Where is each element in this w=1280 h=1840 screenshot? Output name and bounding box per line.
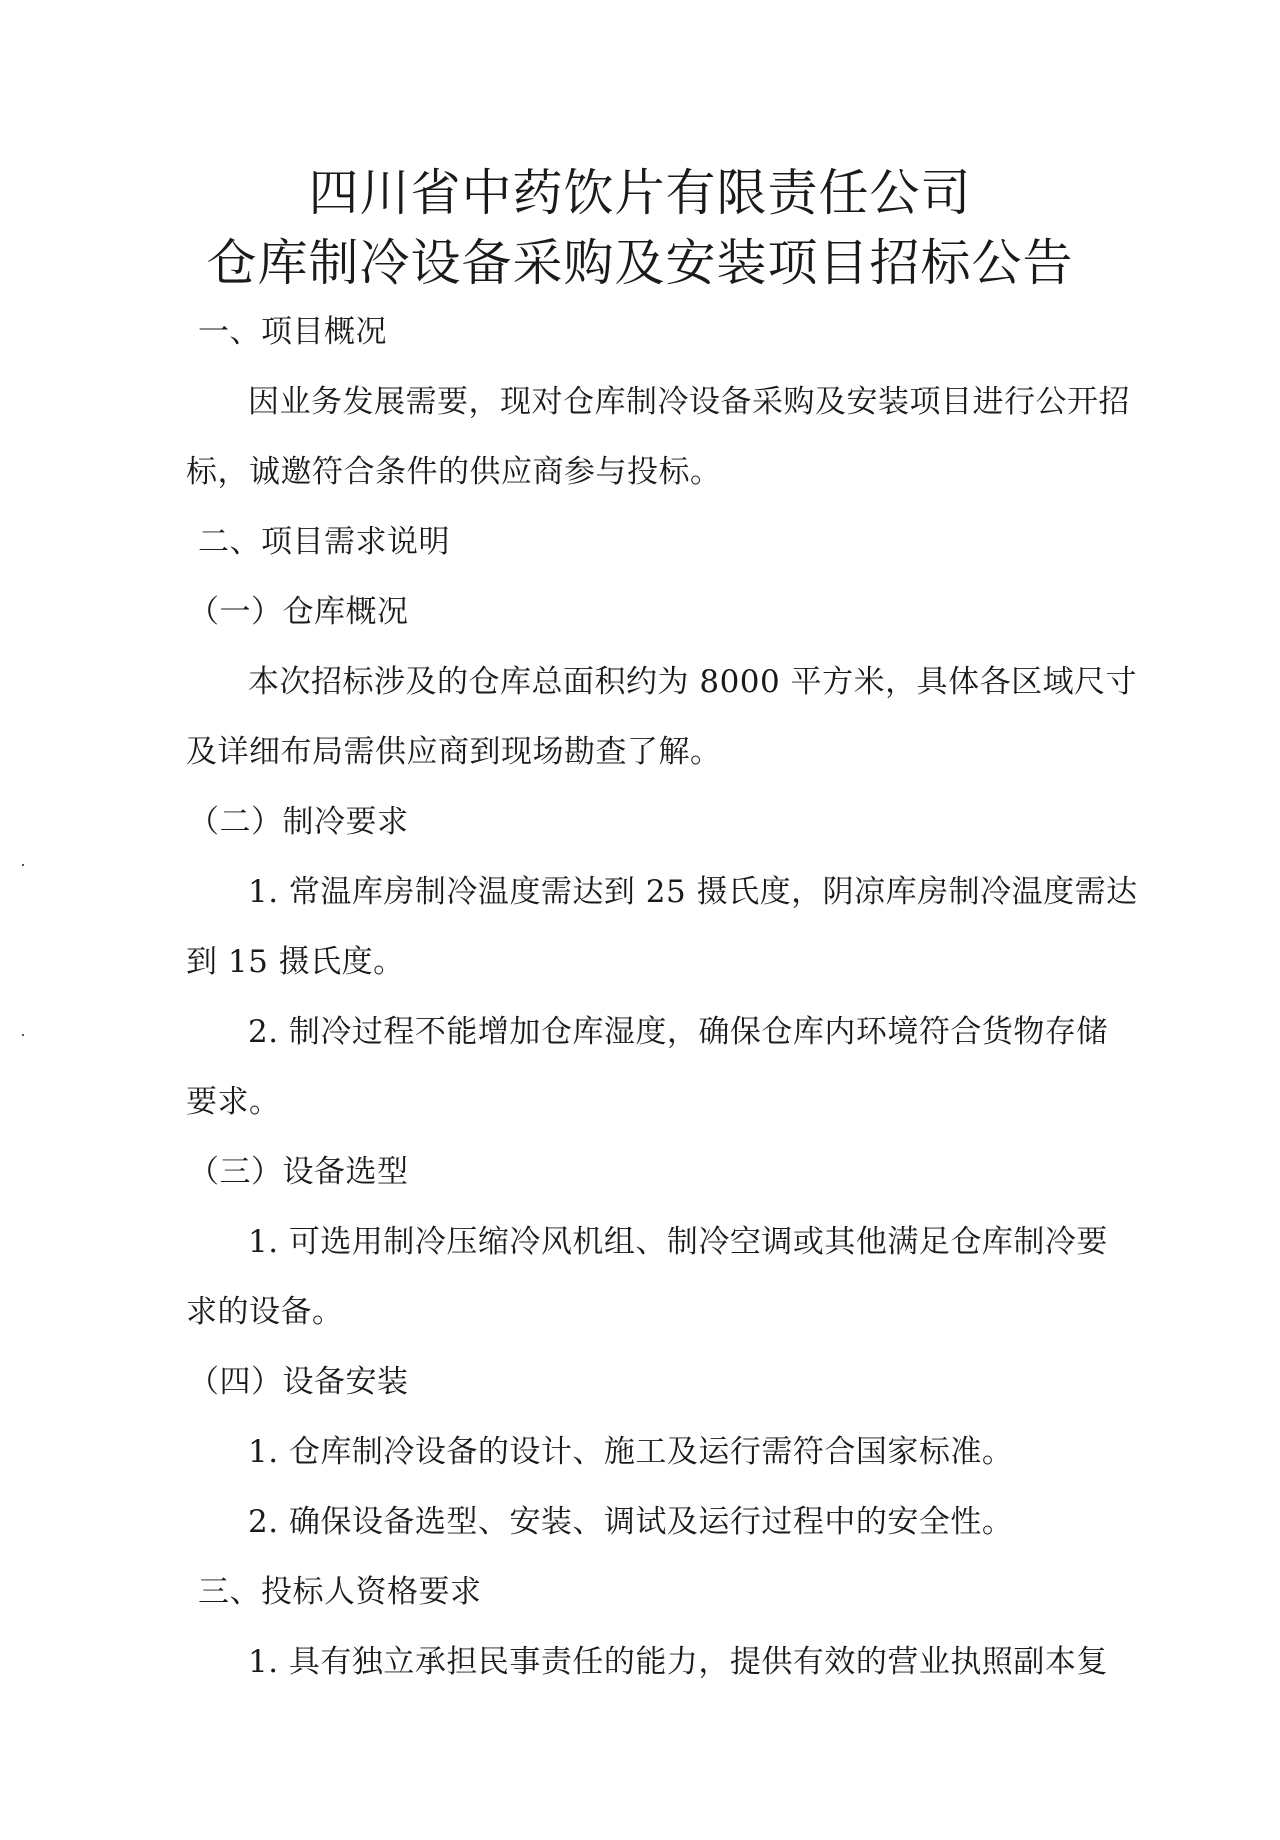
list-item-line: 到 15 摄氏度。 <box>186 944 405 980</box>
subsection-heading: （三）设备选型 <box>188 1154 409 1190</box>
list-item-line: 2. 确保设备选型、安装、调试及运行过程中的安全性。 <box>248 1504 1014 1540</box>
document-title-line1: 四川省中药饮片有限责任公司 <box>308 164 972 222</box>
list-item-line: 1. 仓库制冷设备的设计、施工及运行需符合国家标准。 <box>248 1434 1014 1470</box>
paragraph-line: 本次招标涉及的仓库总面积约为 8000 平方米，具体各区域尺寸 <box>248 664 1138 700</box>
list-item-line: 1. 可选用制冷压缩冷风机组、制冷空调或其他满足仓库制冷要 <box>248 1224 1108 1260</box>
list-item-line: 1. 具有独立承担民事责任的能力，提供有效的营业执照副本复 <box>248 1644 1108 1680</box>
list-item-line: 要求。 <box>186 1084 281 1120</box>
paragraph-line: 及详细布局需供应商到现场勘查了解。 <box>186 734 722 770</box>
list-item-line: 1. 常温库房制冷温度需达到 25 摄氏度，阴凉库房制冷温度需达 <box>248 874 1138 910</box>
subsection-heading: （四）设备安装 <box>188 1364 409 1400</box>
subsection-heading: （二）制冷要求 <box>188 804 409 840</box>
scan-speck <box>22 864 24 866</box>
subsection-heading: （一）仓库概况 <box>188 594 409 630</box>
list-item-line: 2. 制冷过程不能增加仓库湿度，确保仓库内环境符合货物存储 <box>248 1014 1108 1050</box>
section-heading-2: 二、项目需求说明 <box>198 524 450 560</box>
list-item-line: 求的设备。 <box>186 1294 344 1330</box>
section-heading-3: 三、投标人资格要求 <box>198 1574 482 1610</box>
paragraph-line: 因业务发展需要，现对仓库制冷设备采购及安装项目进行公开招 <box>248 384 1130 420</box>
paragraph-line: 标，诚邀符合条件的供应商参与投标。 <box>186 454 722 490</box>
section-heading-1: 一、项目概况 <box>198 314 387 350</box>
scan-speck <box>22 1034 24 1036</box>
document-title-line2: 仓库制冷设备采购及安装项目招标公告 <box>206 234 1074 292</box>
